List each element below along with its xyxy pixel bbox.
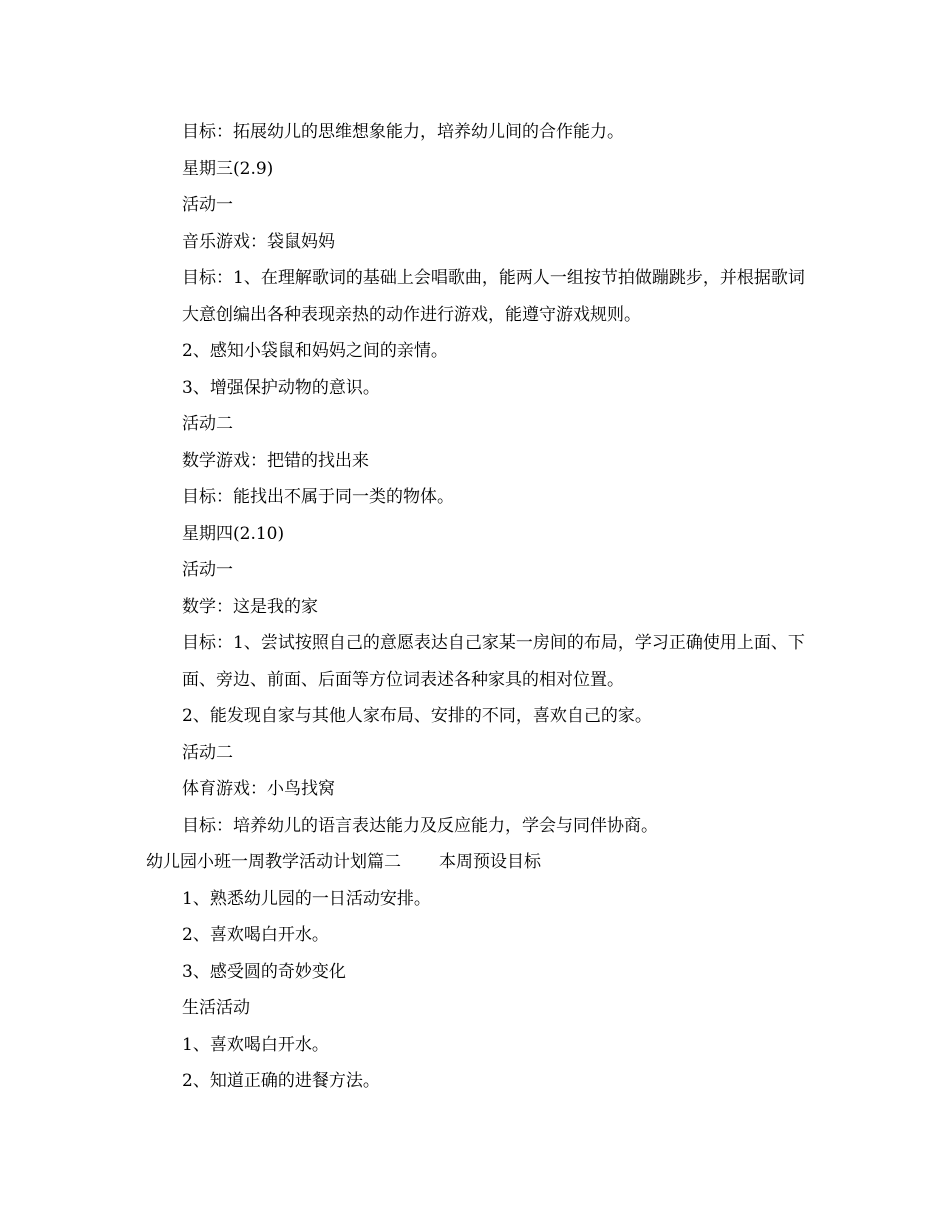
life-activity-item: 1、喜欢喝白开水。 — [182, 1034, 329, 1055]
document-body — [146, 114, 810, 1100]
goal-item: 2、能发现自家与其他人家布局、安排的不同，喜欢自己的家。 — [182, 706, 652, 726]
goal-paragraph: 目标：1、在理解歌词的基础上会唱歌曲，能两人一组按节拍做蹦跳步，并根据歌词大意创编出各种表现亲热的动作进行游戏，能遵守游戏规则。 — [182, 268, 805, 325]
target-item: 1、熟悉幼儿园的一日活动安排。 — [182, 888, 431, 909]
goal-line: 目标：拓展幼儿的思维想象能力，培养幼儿间的合作能力。 — [182, 122, 624, 142]
activity-label: 活动一 — [182, 560, 233, 580]
goal-line: 目标：能找出不属于同一类的物体。 — [182, 487, 454, 507]
target-item: 2、喜欢喝白开水。 — [182, 925, 329, 945]
goal-line: 目标：培养幼儿的语言表达能力及反应能力，学会与同伴协商。 — [182, 815, 658, 836]
target-item: 3、感受圆的奇妙变化 — [182, 961, 346, 982]
activity-label: 活动二 — [182, 414, 233, 434]
day-heading-thursday: 星期四(2.10) — [182, 523, 285, 544]
activity-title: 数学游戏：把错的找出来 — [182, 450, 369, 471]
life-activity-item: 2、知道正确的进餐方法。 — [182, 1071, 380, 1091]
section-heading — [146, 844, 810, 881]
goal-item: 2、感知小袋鼠和妈妈之间的亲情。 — [182, 341, 448, 361]
activity-title: 音乐游戏：袋鼠妈妈 — [182, 231, 335, 252]
goal-paragraph: 目标：1、尝试按照自己的意愿表达自己家某一房间的布局，学习正确使用上面、下面、旁边、前面、后面等方位词表述各种家具的相对位置。 — [182, 633, 805, 690]
activity-title: 数学：这是我的家 — [182, 596, 318, 617]
day-heading-wednesday: 星期三(2.9) — [182, 158, 274, 179]
section-subtitle: 本周预设目标 — [439, 852, 541, 872]
activity-title: 体育游戏：小鸟找窝 — [182, 779, 335, 799]
activity-label: 活动一 — [182, 195, 233, 215]
activity-label: 活动二 — [182, 742, 233, 763]
section-title: 幼儿园小班一周教学活动计划篇二 — [146, 852, 401, 872]
subsection-heading: 生活活动 — [182, 998, 250, 1018]
goal-item: 3、增强保护动物的意识。 — [182, 377, 380, 398]
